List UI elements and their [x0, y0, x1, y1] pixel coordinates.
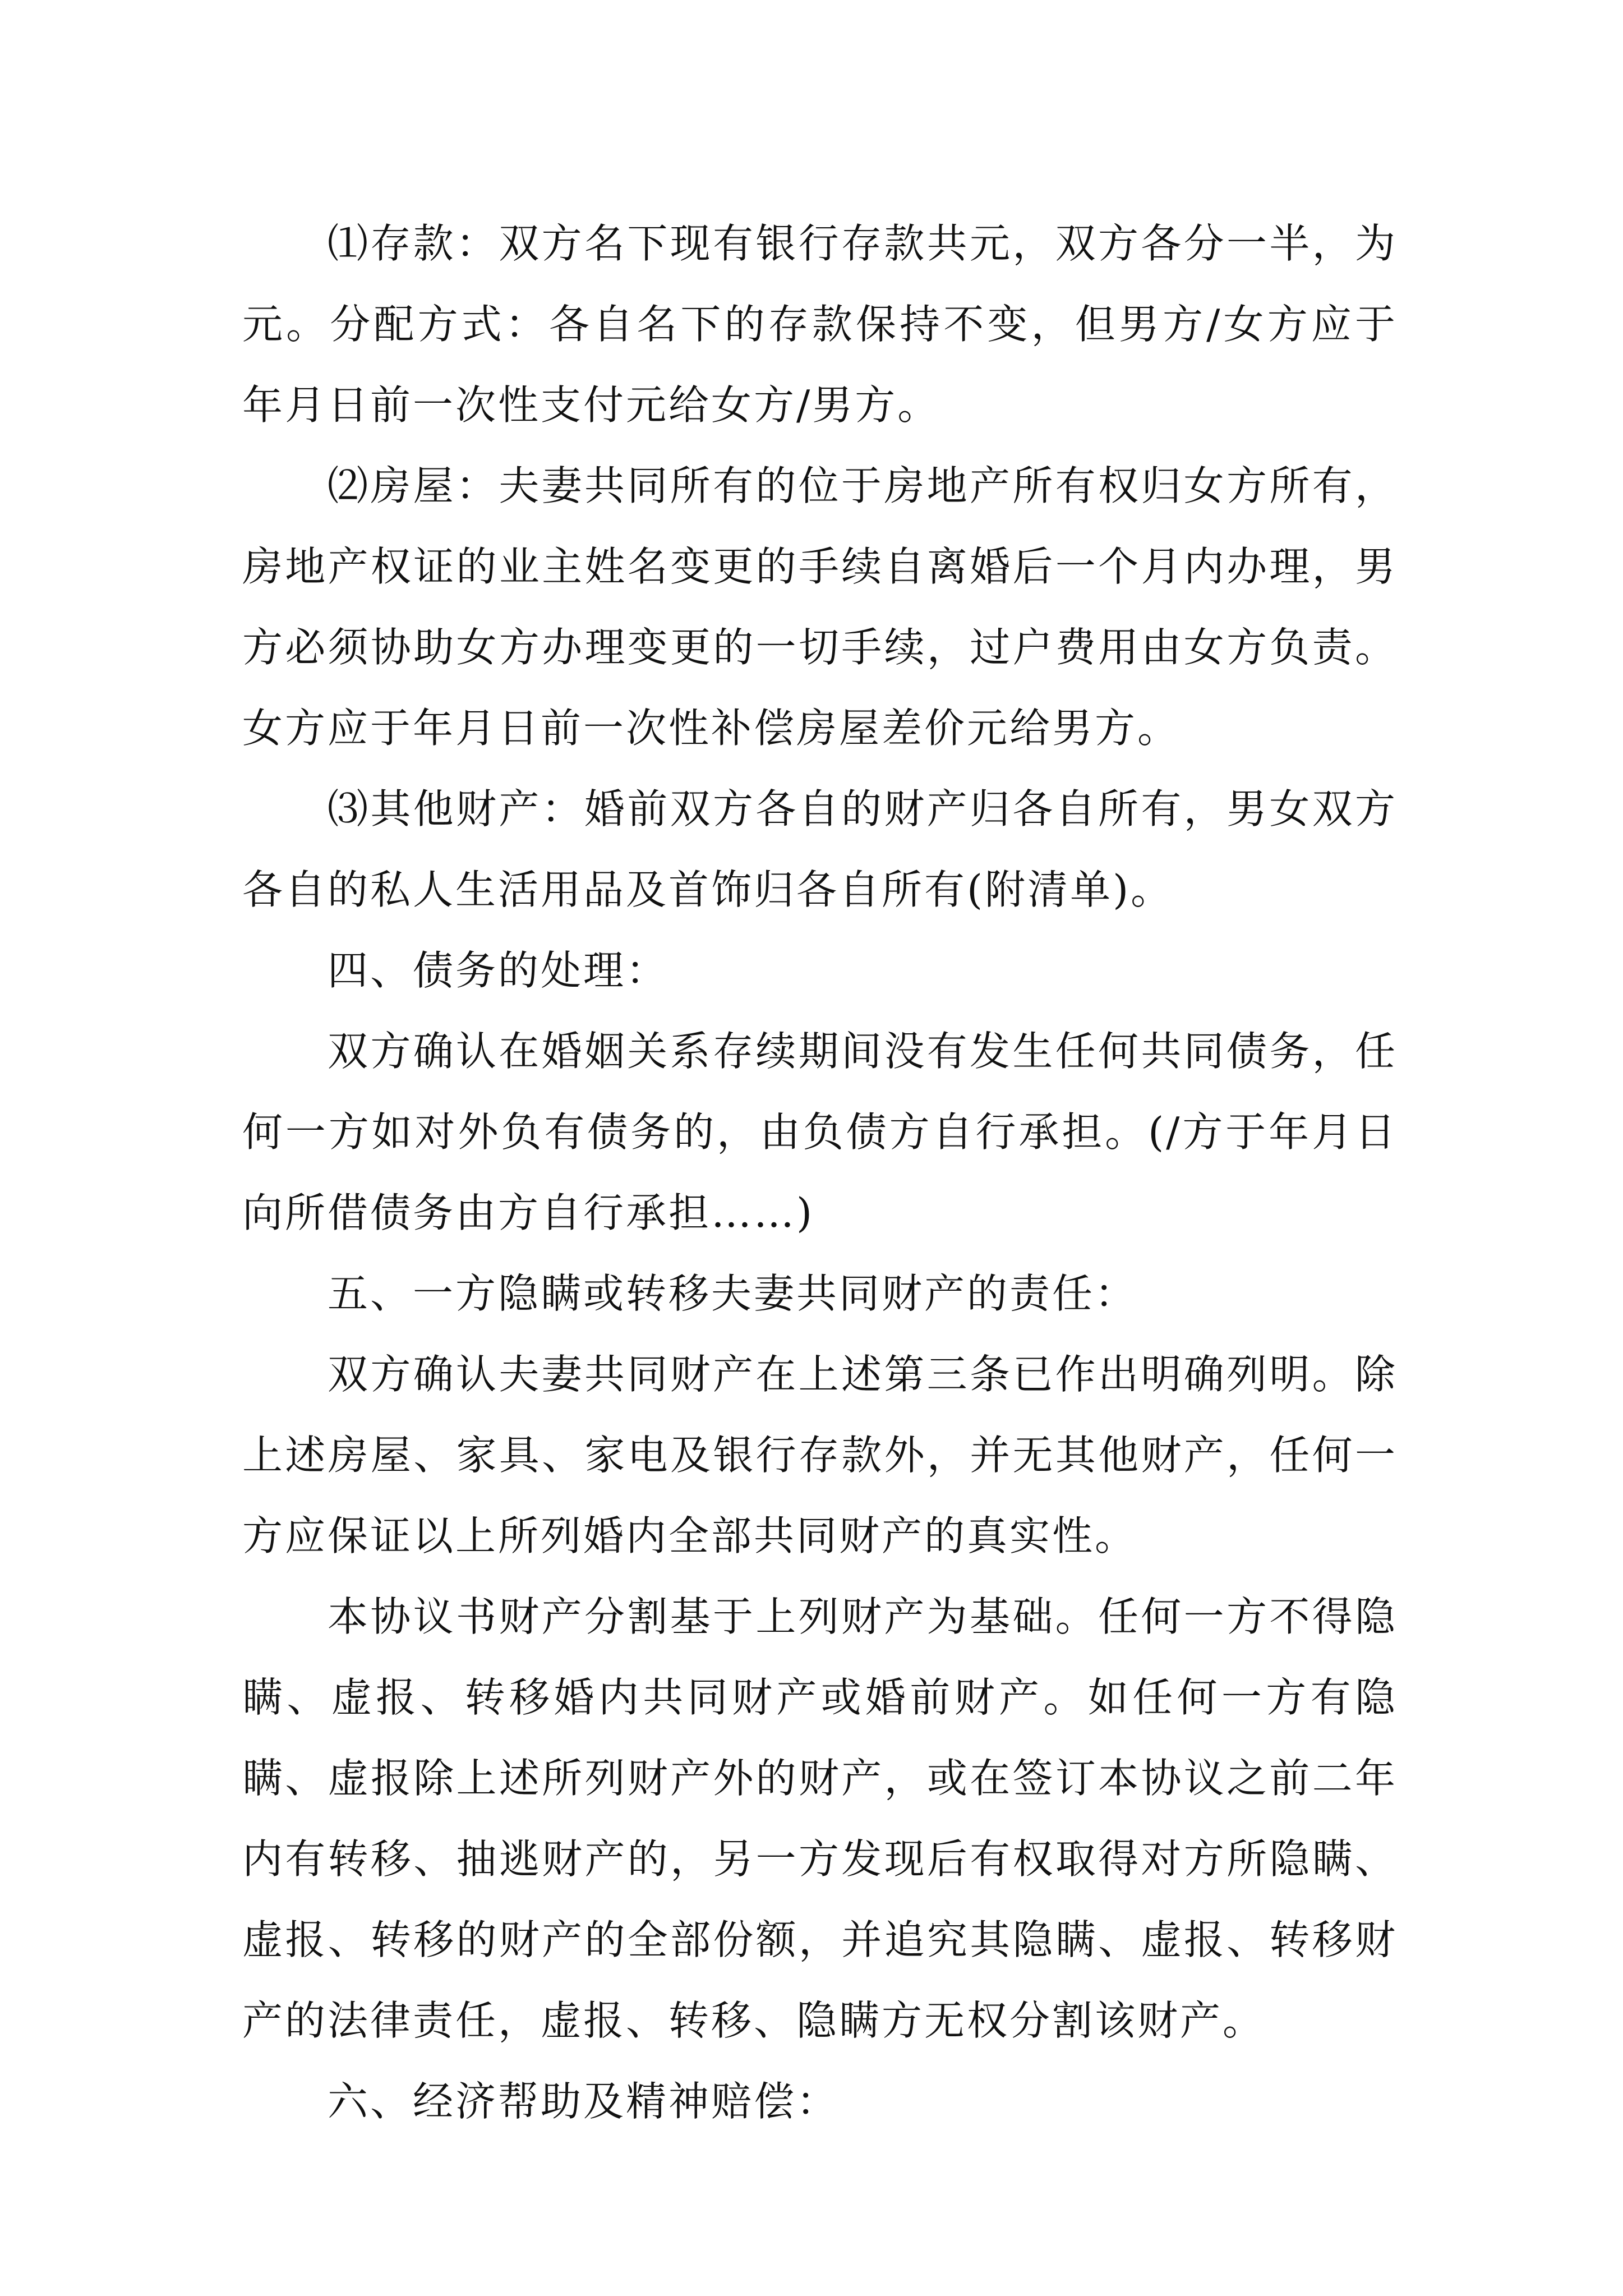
section-heading-debts: 四、债务的处理：: [328, 947, 669, 994]
document-body: [242, 203, 1398, 2142]
paragraph-house: ⑵房屋：夫妻共同所有的位于房地产所有权归女方所有，房地产权证的业主姓名变更的手续自离婚后一个月内办理，男方必须协助女方办理变更的一切手续，过户费用由女方负责。女方应于年月日前一次性补偿房屋差价元给男方。: [242, 462, 1398, 752]
paragraph-debts: 双方确认在婚姻关系存续期间没有发生任何共同债务，任何一方如对外负有债务的，由负债方自行承担。(/方于年月日向所借债务由方自行承担……): [242, 1028, 1398, 1236]
paragraph-other-property: ⑶其他财产：婚前双方各自的财产归各自所有，男女双方各自的私人生活用品及首饰归各自所有(附清单)。: [242, 785, 1398, 913]
paragraph-confirmation: 双方确认夫妻共同财产在上述第三条已作出明确列明。除上述房屋、家具、家电及银行存款外，并无其他财产，任何一方应保证以上所列婚内全部共同财产的真实性。: [242, 1351, 1398, 1559]
section-heading-concealment: 五、一方隐瞒或转移夫妻共同财产的责任：: [328, 1270, 1138, 1317]
paragraph-deposits: ⑴存款：双方名下现有银行存款共元，双方各分一半，为元。分配方式：各自名下的存款保持不变，但男方/女方应于年月日前一次性支付元给女方/男方。: [242, 220, 1398, 429]
paragraph-division-basis: 本协议书财产分割基于上列财产为基础。任何一方不得隐瞒、虚报、转移婚内共同财产或婚前财产。如任何一方有隐瞒、虚报除上述所列财产外的财产，或在签订本协议之前二年内有转移、抽逃财产的，另一方发现后有权取得对方所隐瞒、虚报、转移的财产的全部份额，并追究其隐瞒、虚报、转移财产的法律责任，虚报、转移、隐瞒方无权分割该财产。: [242, 1593, 1398, 2044]
section-heading-compensation: 六、经济帮助及精神赔偿：: [328, 2078, 840, 2125]
